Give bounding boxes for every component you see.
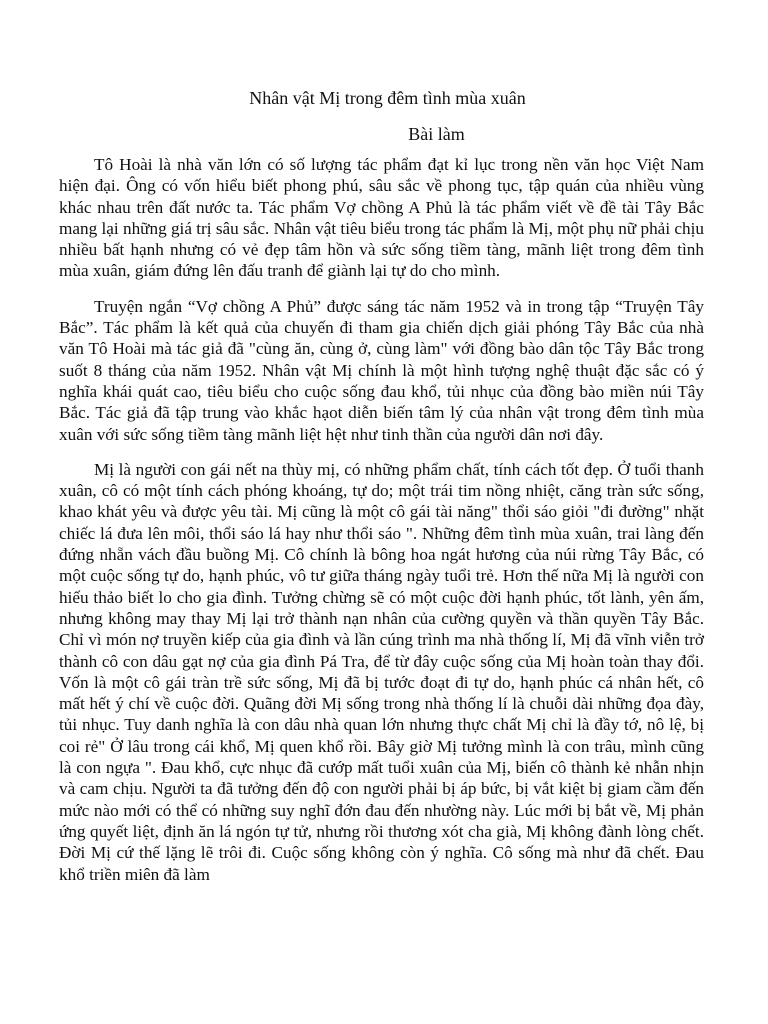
paragraph-3: Mị là người con gái nết na thùy mị, có những phẩm chất, tính cách tốt đẹp. Ở tuổi thanh xuân, cô có một tính cách phóng khoáng, tự do; một trái tim nồng nhiệt, căng tràn sức sống, khao khát yêu và được yêu tài. Mị cũng là một cô gái tài năng" thổi sáo giỏi "đi đường" nhặt chiếc lá đưa lên môi, thổi sáo lá hay như thổi sáo ". Những đêm tình mùa xuân, trai làng đến đứng nhẵn vách đầu buồng Mị. Cô chính là bông hoa ngát hương của núi rừng Tây Bắc, có một cuộc sống tự do, hạnh phúc, vô tư giữa tháng ngày tuổi trẻ. Hơn thế nữa Mị là người con hiếu thảo biết lo cho gia đình. Tưởng chừng sẽ có một cuộc đời hạnh phúc, tốt lành, yên ấm, nhưng không may thay Mị lại trở thành nạn nhân của cường quyền và thần quyền Tây Bắc. Chỉ vì món nợ truyền kiếp của gia đình và lần cúng trình ma nhà thống lí, Mị đã vĩnh viễn trở thành cô con dâu gạt nợ của gia đình Pá Tra, để từ đây cuộc sống của Mị hoàn toàn thay đổi. Vốn là một cô gái tràn trề sức sống, Mị đã bị tước đoạt đi tự do, hạnh phúc cá nhân hết, cô mất hết ý chí về cuộc đời. Quãng đời Mị sống trong nhà thống lí là chuỗi dài những đọa đày, tủi nhục. Tuy danh nghĩa là con dâu nhà quan lớn nhưng thực chất Mị chỉ là đầy tớ, nô lệ, bị coi rẻ" Ở lâu trong cái khổ, Mị quen khổ rồi. Bây giờ Mị tưởng mình là con trâu, mình cũng là con ngựa ". Đau khổ, cực nhục đã cướp mất tuổi xuân của Mị, biến cô thành kẻ nhẫn nhịn và cam chịu. Người ta đã tưởng đến độ con người phải bị áp bức, bị vắt kiệt bị giam cầm đến mức nào mới có thể có những suy nghĩ đớn đau đến nhường này. Lúc mới bị bắt về, Mị phản ứng quyết liệt, định ăn lá ngón tự tử, nhưng rồi thương xót cha già, Mị không đành lòng chết. Đời Mị cứ thế lặng lẽ trôi đi. Cuộc sống không còn ý nghĩa. Cô sống mà như đã chết. Đau khổ triền miên đã làm bbox=[59, 459, 704, 884]
paragraph-2: Truyện ngắn “Vợ chồng A Phủ” được sáng tác năm 1952 và in trong tập “Truyện Tây Bắc”. Tác phẩm là kết quả của chuyến đi tham gia chiến dịch giải phóng Tây Bắc của nhà văn Tô Hoài mà tác giả đã "cùng ăn, cùng ở, cùng làm" với đồng bào dân tộc Tây Bắc trong suốt 8 tháng của năm 1952. Nhân vật Mị chính là một hình tượng nghệ thuật đặc sắc có ý nghĩa khái quát cao, tiêu biểu cho cuộc sống đau khổ, tủi nhục của đồng bào miền núi Tây Bắc. Tác giả đã tập trung vào khắc hạot diễn biến tâm lý của nhân vật trong đêm tình mùa xuân với sức sống tiềm tàng mãnh liệt hệt như tinh thần của người dân nơi đây. bbox=[59, 296, 704, 444]
paragraph-1: Tô Hoài là nhà văn lớn có số lượng tác phẩm đạt kỉ lục trong nền văn học Việt Nam hiện đại. Ông có vốn hiểu biết phong phú, sâu sắc về phong tục, tập quán của nhiều vùng khác nhau trên đất nước ta. Tác phẩm Vợ chồng A Phủ là tác phẩm viết về đề tài Tây Bắc mang lại những giá trị sâu sắc. Nhân vật tiêu biểu trong tác phẩm là Mị, một phụ nữ phải chịu nhiều bất hạnh nhưng có vẻ đẹp tâm hồn và sức sống tiềm tàng, mãnh liệt trong đêm tình mùa xuân, giám đứng lên đấu tranh để giành lại tự do cho mình. bbox=[59, 155, 704, 281]
document-subtitle: Bài làm bbox=[408, 124, 465, 144]
document-title: Nhân vật Mị trong đêm tình mùa xuân bbox=[249, 88, 526, 108]
